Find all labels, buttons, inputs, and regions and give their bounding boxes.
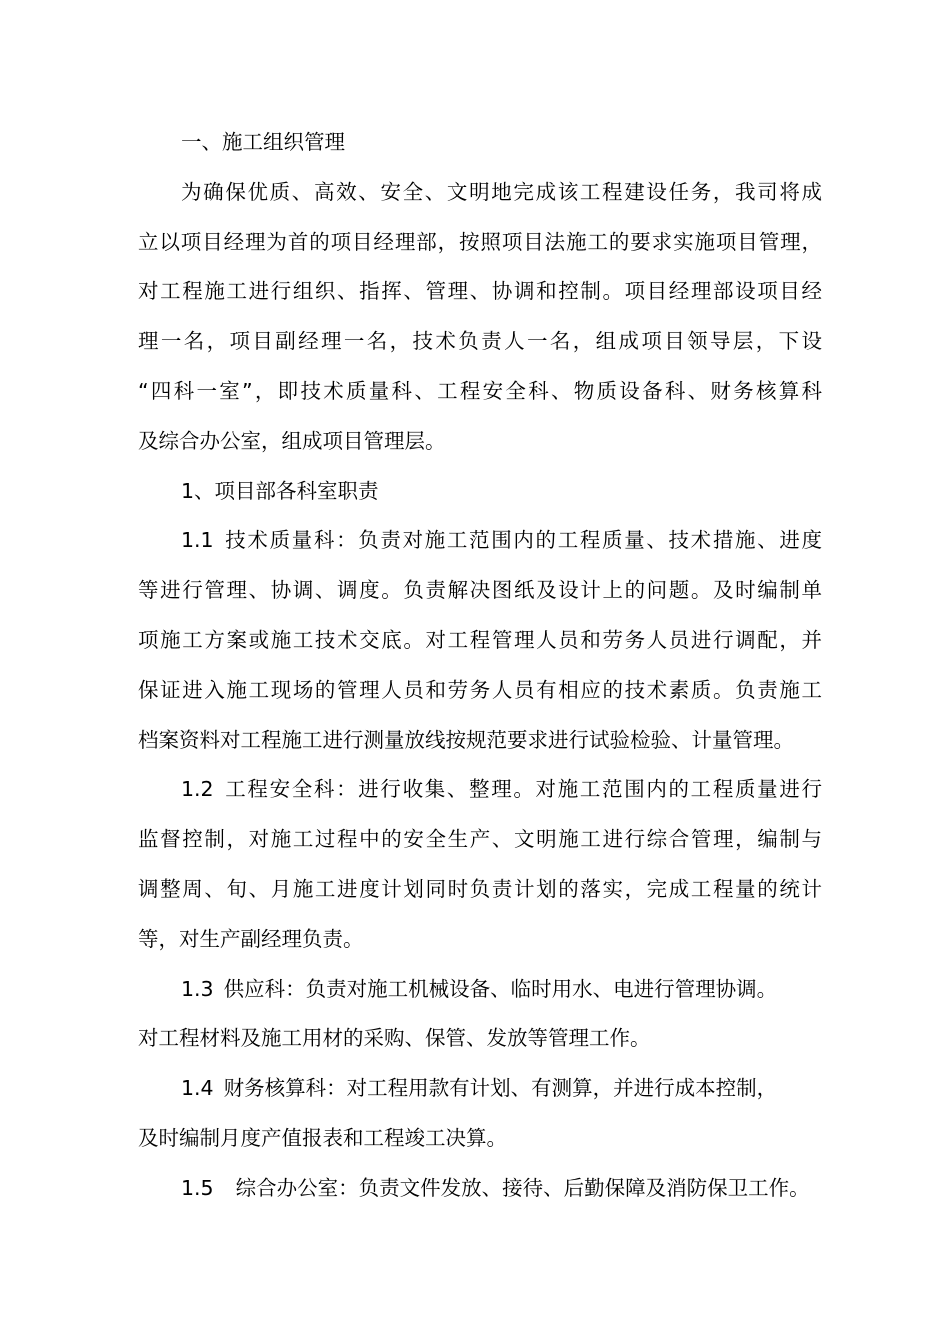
- section-number: 1.1: [181, 528, 214, 553]
- section-line: 档案资料对工程施工进行测量放线按规范要求进行试验检验、计量管理。: [138, 727, 794, 752]
- section-number: 1.3: [181, 976, 214, 1001]
- section-first-line: [138, 520, 822, 570]
- section-line: 项施工方案或施工技术交底。对工程管理人员和劳务人员进行调配，并: [138, 627, 822, 652]
- section-first-line: [138, 969, 822, 1019]
- section-text: 工程安全科：进行收集、整理。对施工范围内的工程质量进行: [223, 777, 822, 802]
- section-line: 监督控制，对施工过程中的安全生产、文明施工进行综合管理，编制与: [138, 827, 822, 852]
- intro-line: 对工程施工进行组织、指挥、管理、协调和控制。项目经理部设项目经: [138, 279, 822, 304]
- section-1-4: [138, 1068, 822, 1168]
- section-1-5: [138, 1168, 822, 1218]
- intro-paragraph: [138, 172, 822, 471]
- document-page: [138, 122, 822, 1218]
- section-1-2: [138, 769, 822, 968]
- section-line: 及时编制月度产值报表和工程竣工决算。: [138, 1125, 507, 1150]
- subheading: 1、项目部各科室职责: [181, 478, 379, 503]
- intro-line: “四科一室”，即技术质量科、工程安全科、物质设备科、财务核算科: [138, 378, 822, 403]
- section-line: 等进行管理、协调、调度。负责解决图纸及设计上的问题。及时编制单: [138, 578, 822, 603]
- section-line: 等，对生产副经理负责。: [138, 926, 364, 951]
- section-text: 财务核算科：对工程用款有计划、有测算，并进行成本控制，: [223, 1076, 778, 1101]
- intro-line: 理一名，项目副经理一名，技术负责人一名，组成项目领导层，下设: [138, 329, 822, 354]
- section-line: 保证进入施工现场的管理人员和劳务人员有相应的技术素质。负责施工: [138, 677, 822, 702]
- section-first-line: [138, 1168, 822, 1218]
- section-text: 技术质量科：负责对施工范围内的工程质量、技术措施、进度: [223, 528, 822, 553]
- section-1-1: [138, 520, 822, 769]
- intro-line: 立以项目经理为首的项目经理部，按照项目法施工的要求实施项目管理，: [138, 229, 822, 254]
- intro-line: 及综合办公室，组成项目管理层。: [138, 428, 446, 453]
- section-first-line: [138, 769, 822, 819]
- section-first-line: [138, 1068, 822, 1118]
- section-text: 供应科：负责对施工机械设备、临时用水、电进行管理协调。: [223, 976, 778, 1001]
- section-number: 1.2: [181, 777, 214, 802]
- intro-line: 为确保优质、高效、安全、文明地完成该工程建设任务，我司将成: [181, 179, 822, 204]
- section-line: 调整周、旬、月施工进度计划同时负责计划的落实，完成工程量的统计: [138, 876, 822, 901]
- section-1-3: [138, 969, 822, 1069]
- section-line: 对工程材料及施工用材的采购、保管、发放等管理工作。: [138, 1026, 651, 1051]
- section-text: 综合办公室：负责文件发放、接待、后勤保障及消防保卫工作。: [235, 1175, 810, 1200]
- section-number: 1.5: [181, 1175, 214, 1200]
- section-heading: 一、施工组织管理: [181, 130, 345, 154]
- section-number: 1.4: [181, 1076, 214, 1101]
